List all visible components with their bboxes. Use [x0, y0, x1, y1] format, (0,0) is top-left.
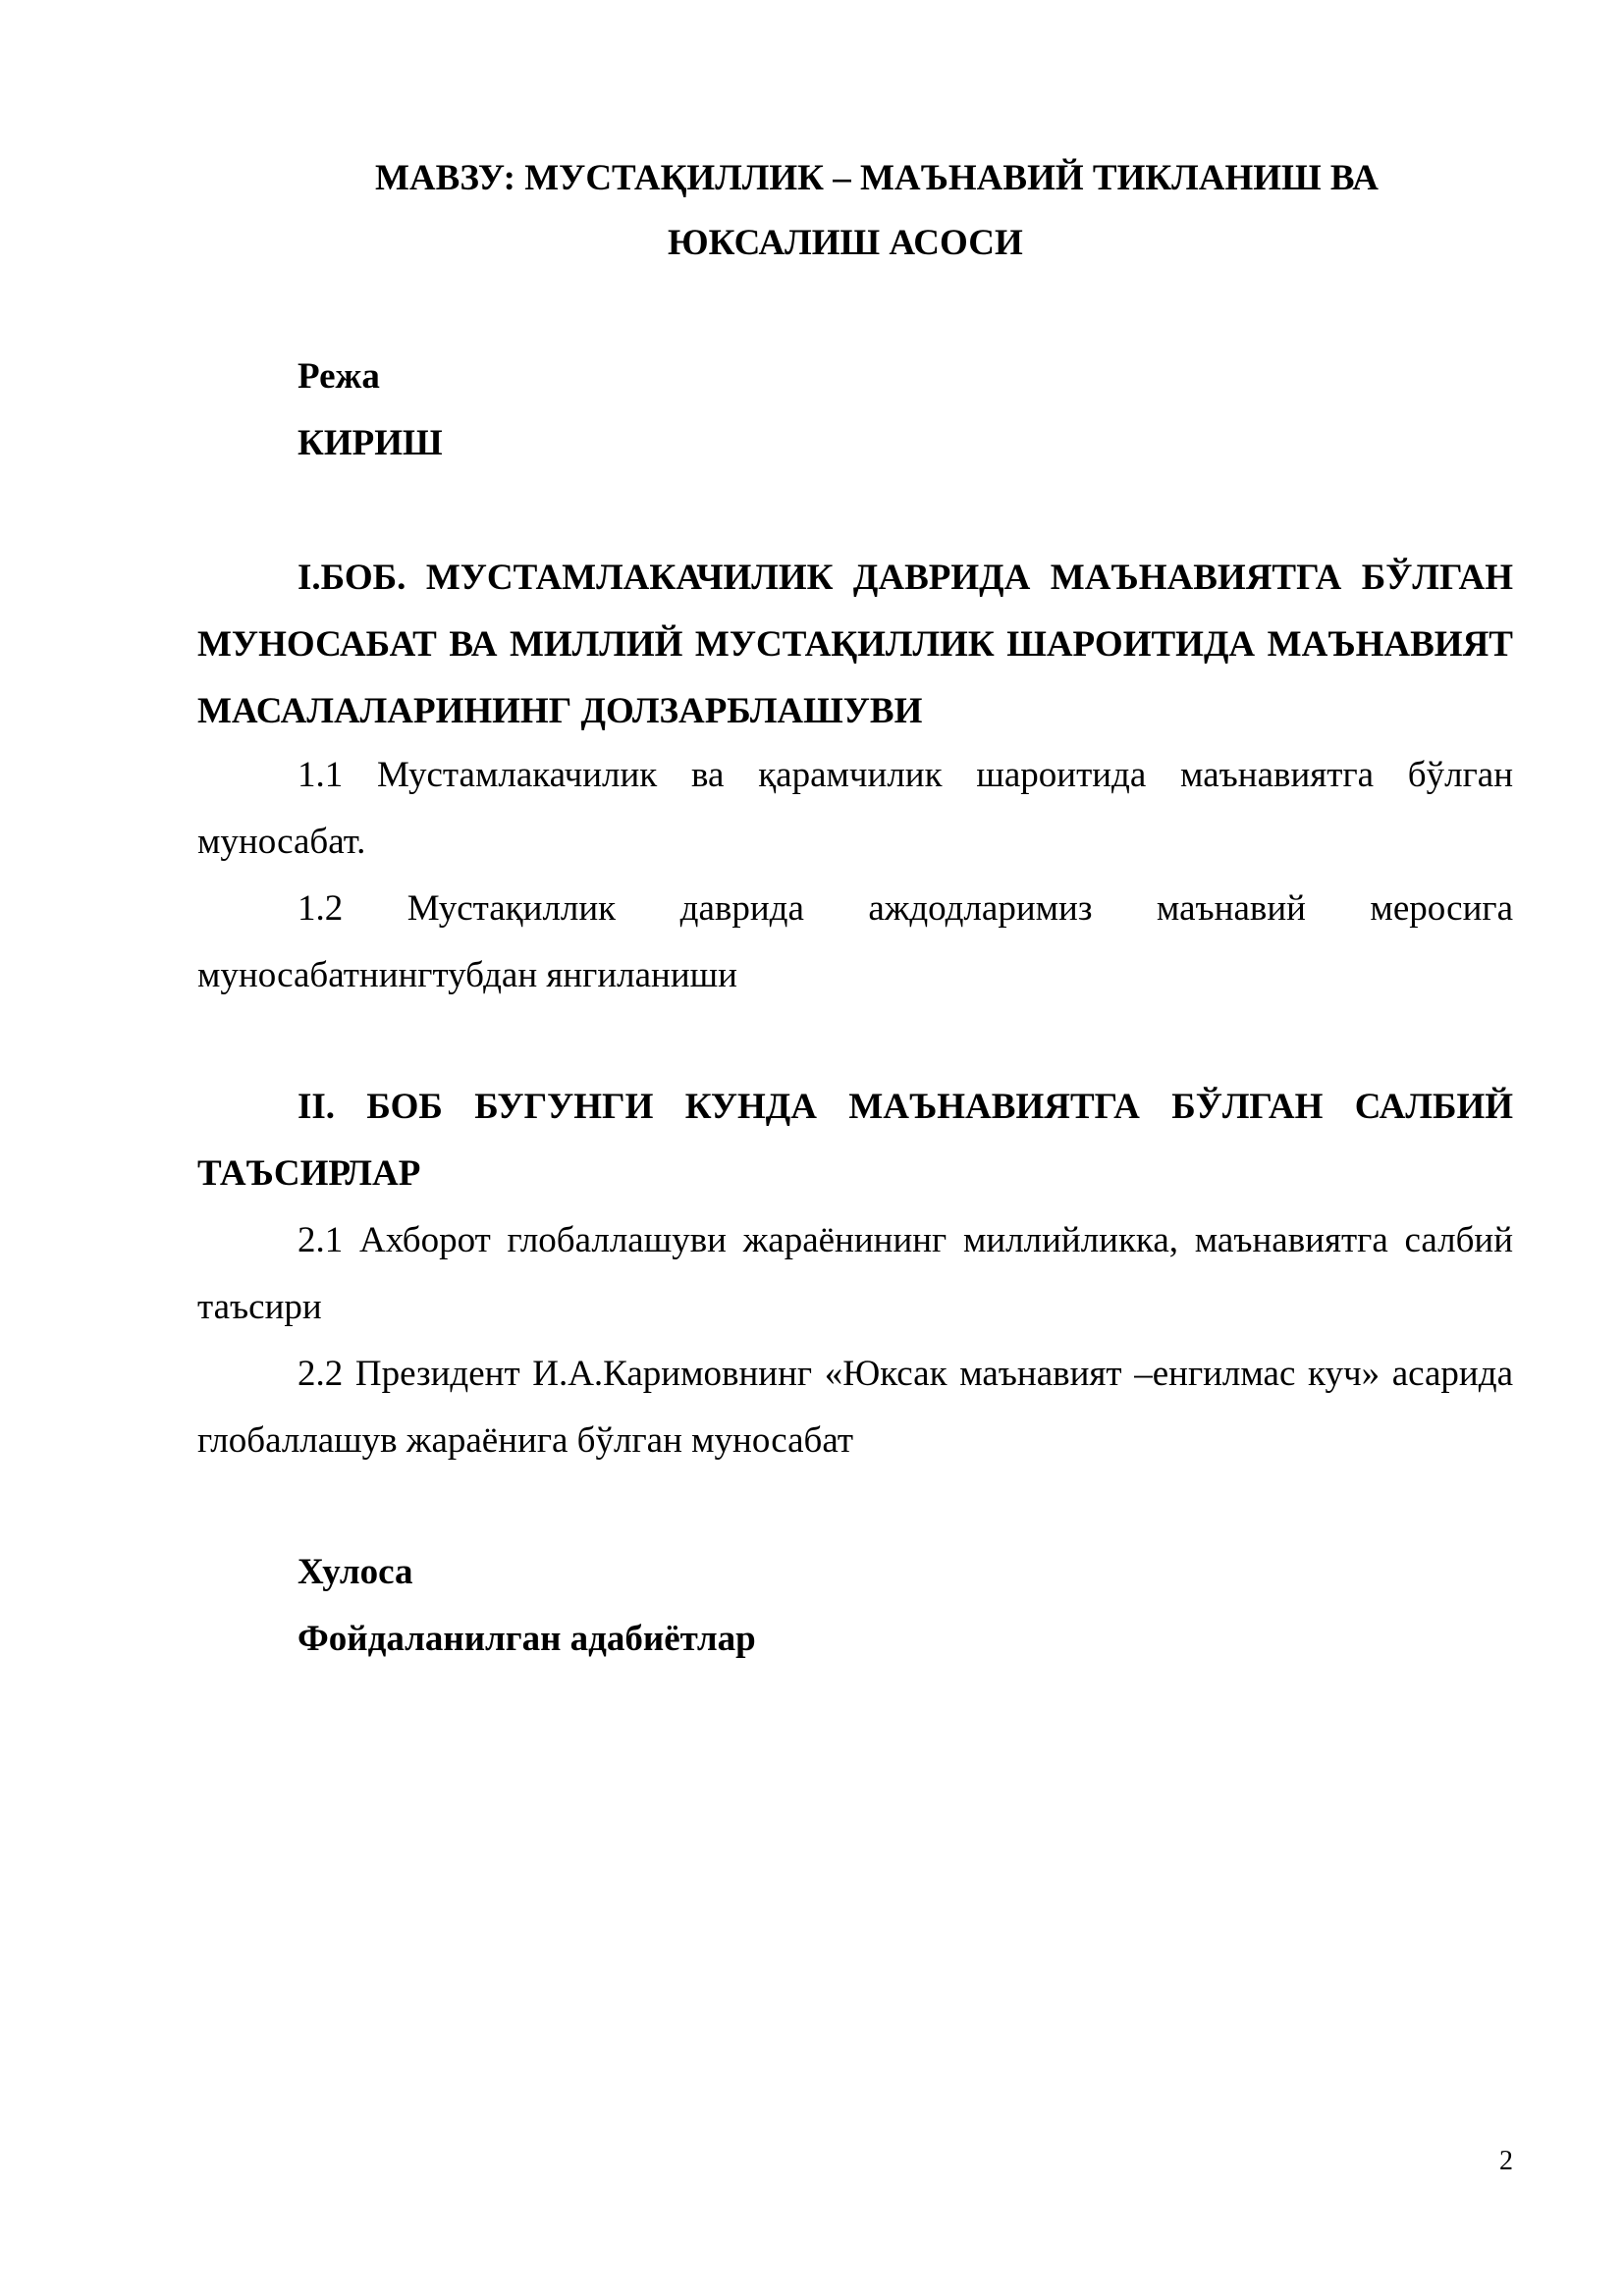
- section-item-1-1-text: 1.1 Мустамлакачилик ва қарамчилик шароитида маънавиятга бўлган муносабат.: [197, 755, 1513, 862]
- section-item-2-1: [197, 1207, 1513, 1341]
- section-item-1-2: [197, 876, 1513, 1009]
- conclusion-heading: Хулоса: [298, 1552, 413, 1592]
- document-title-line-1: МАВЗУ: МУСТАҚИЛЛИК – МАЪНАВИЙ ТИКЛАНИШ ВА: [375, 158, 1379, 198]
- section-item-2-2-text: 2.2 Президент И.А.Каримовнинг «Юксак маънавият –енгилмас куч» асарида глобаллашув жараёнига бўлган муносабат: [197, 1354, 1513, 1461]
- plan-label: Режа: [298, 356, 380, 397]
- chapter-2-heading-text: II. БОБ БУГУНГИ КУНДА МАЪНАВИЯТГА БЎЛГАН САЛБИЙ ТАЪСИРЛАР: [197, 1087, 1513, 1194]
- chapter-1-heading-text: I.БОБ. МУСТАМЛАКАЧИЛИК ДАВРИДА МАЪНАВИЯТГА БЎЛГАН МУНОСАБАТ ВА МИЛЛИЙ МУСТАҚИЛЛИК ШАРОИТИДА МАЪНАВИЯТ МАСАЛАЛАРИНИНГ ДОЛЗАРБЛАШУВИ: [197, 558, 1513, 731]
- chapter-2-heading: [197, 1074, 1513, 1207]
- section-item-1-1: [197, 742, 1513, 876]
- section-item-2-1-text: 2.1 Ахборот глобаллашуви жараёнининг миллийликка, маънавиятга салбий таъсири: [197, 1220, 1513, 1327]
- page-number: 2: [1499, 2146, 1513, 2176]
- section-item-2-2: [197, 1341, 1513, 1474]
- chapter-1-heading: [197, 545, 1513, 745]
- references-heading: Фойдаланилган адабиётлар: [298, 1619, 756, 1659]
- document-title-line-2: ЮКСАЛИШ АСОСИ: [668, 223, 1023, 263]
- section-item-1-2-text: 1.2 Мустақиллик даврида аждодларимиз маънавий меросига муносабатнингтубдан янгиланиши: [197, 888, 1513, 995]
- intro-heading: КИРИШ: [298, 423, 443, 463]
